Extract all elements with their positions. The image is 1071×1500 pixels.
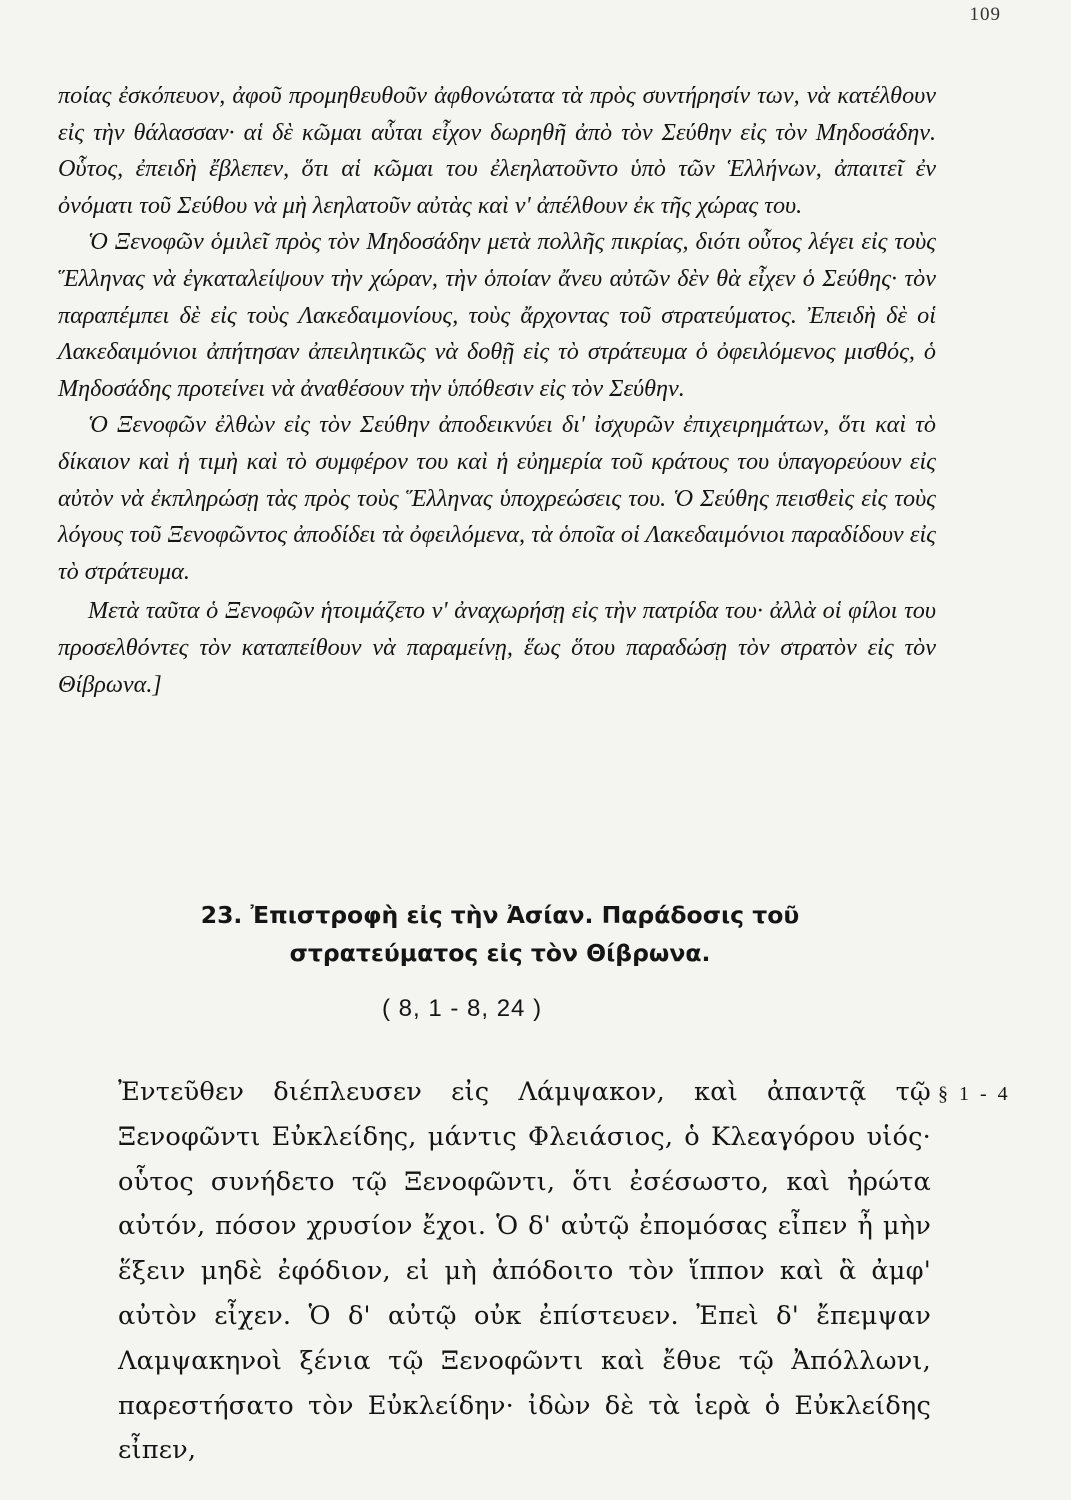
section-title-line-1 [90, 896, 910, 934]
summary-paragraph: ποίας ἐσκόπευον, ἀφοῦ προμηθευθοῦν ἀφθονώτατα τὰ πρὸς συντήρησίν των, νὰ κατέλθουν εἰς τὴν θάλασσαν· αἱ δὲ κῶμαι αὗται εἶχον δωρηθῆ ἀπὸ τὸν Σεύθην εἰς τὸν Μηδοσάδην. Οὗτος, ἐπειδὴ ἔβλεπεν, ὅτι αἱ κῶμαι του ἐλεηλατοῦντο ὑπὸ τῶν Ἑλλήνων, ἀπαιτεῖ ἐν ὀνόματι τοῦ Σεύθου νὰ μὴ λεηλατοῦν αὐτὰς καὶ ν' ἀπέλθουν ἐκ τῆς χώρας του. [58, 82, 936, 219]
section-title-text: Ἐπιστροφὴ εἰς τὴν Ἀσίαν. Παράδοσις τοῦ [250, 901, 800, 929]
summary-text [58, 78, 936, 703]
chapter-reference: ( 8, 1 - 8, 24 ) [382, 995, 543, 1022]
margin-section-note: § 1 - 4 [938, 1083, 1011, 1105]
summary-paragraph: Ὁ Ξενοφῶν ἐλθὼν εἰς τὸν Σεύθην ἀποδεικνύει δι' ἰσχυρῶν ἐπιχειρημάτων, ὅτι καὶ τὸ δίκαιον καὶ ἡ τιμὴ καὶ τὸ συμφέρον του καὶ ἡ εὐημερία τοῦ κράτους του ὑπαγορεύουν εἰς αὐτὸν νὰ ἐκπληρώσῃ τὰς πρὸς τοὺς Ἕλληνας ὑποχρεώσεις του. Ὁ Σεύθης πεισθεὶς εἰς τοὺς λόγους τοῦ Ξενοφῶντος ἀποδίδει τὰ ὀφειλόμενα, τὰ ὁποῖα οἱ Λακεδαιμόνιοι παραδίδουν εἰς τὸ στράτευμα. [58, 411, 936, 585]
section-number: 23. [200, 901, 243, 929]
page-number: 109 [969, 4, 1001, 25]
section-title-line-2: στρατεύματος εἰς τὸν Θίβρωνα. [289, 939, 711, 967]
section-heading [90, 896, 910, 972]
greek-main-text [118, 1070, 931, 1473]
summary-paragraph: Ὁ Ξενοφῶν ὁμιλεῖ πρὸς τὸν Μηδοσάδην μετὰ πολλῆς πικρίας, διότι οὗτος λέγει εἰς τοὺς Ἕλληνας νὰ ἐγκαταλείψουν τὴν χώραν, τὴν ὁποίαν ἄνευ αὐτῶν δὲν θὰ εἶχεν ὁ Σεύθης· τὸν παραπέμπει δὲ εἰς τοὺς Λακεδαιμονίους, τοὺς ἄρχοντας τοῦ στρατεύματος. Ἐπειδὴ δὲ οἱ Λακεδαιμόνιοι ἀπήτησαν ἀπειλητικῶς νὰ δοθῇ εἰς τὸ στράτευμα ὁ ὀφειλόμενος μισθός, ὁ Μηδοσάδης προτείνει νὰ ἀναθέσουν τὴν ὑπόθεσιν εἰς τὸν Σεύθην. [58, 228, 936, 402]
main-paragraph: Ἐντεῦθεν διέπλευσεν εἰς Λάμψακον, καὶ ἀπαντᾷ τῷ Ξενοφῶντι Εὐκλείδης, μάντις Φλειάσιος, ὁ Κλεαγόρου υἱός· οὗτος συνήδετο τῷ Ξενοφῶντι, ὅτι ἐσέσωστο, καὶ ἠρώτα αὐτόν, πόσον χρυσίον ἔχοι. Ὁ δ' αὐτῷ ἐπομόσας εἶπεν ἦ μὴν ἕξειν μηδὲ ἐφόδιον, εἰ μὴ ἀπόδοιτο τὸν ἵππον καὶ ἃ ἀμφ' αὐτὸν εἶχεν. Ὁ δ' αὐτῷ οὐκ ἐπίστευεν. Ἐπεὶ δ' ἔπεμψαν Λαμψακηνοὶ ξένια τῷ Ξενοφῶντι καὶ ἔθυε τῷ Ἀπόλλωνι, παρεστήσατο τὸν Εὐκλείδην· ἰδὼν δὲ τὰ ἱερὰ ὁ Εὐκλείδης εἶπεν, [118, 1077, 931, 1466]
summary-paragraph: Μετὰ ταῦτα ὁ Ξενοφῶν ἡτοιμάζετο ν' ἀναχωρήσῃ εἰς τὴν πατρίδα του· ἀλλὰ οἱ φίλοι του προσελθόντες τὸν καταπείθουν νὰ παραμείνῃ, ἕως ὅτου παραδώσῃ τὸν στρατὸν εἰς τὸν Θίβρωνα.] [58, 597, 936, 698]
